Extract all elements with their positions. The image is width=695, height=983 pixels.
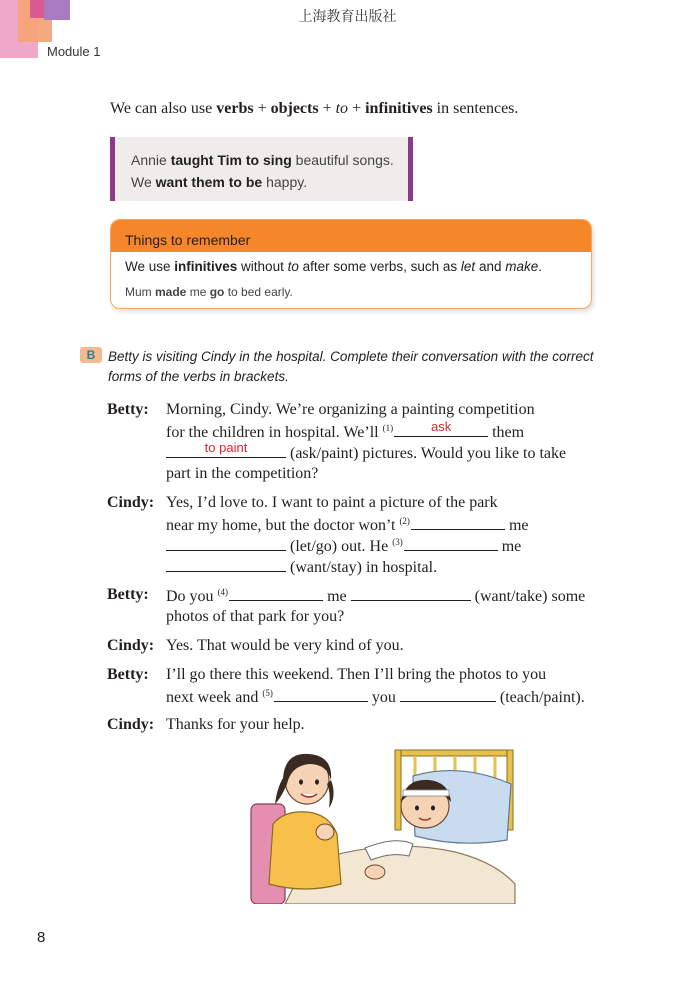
dialogue-line: photos of that park for you? [166, 608, 345, 625]
example-box [110, 137, 413, 201]
dialogue-line: (want/stay) in hospital. [166, 557, 437, 577]
speaker-betty: Betty: [107, 401, 149, 418]
dialogue-line: Thanks for your help. [166, 716, 305, 733]
exercise-badge: B [80, 347, 102, 363]
dialogue-line: Yes. That would be very kind of you. [166, 637, 404, 654]
dialogue-line: near my home, but the doctor won’t $^{(2)}$ me [166, 515, 529, 534]
answer-blank-1[interactable] [394, 419, 488, 437]
remember-title: Things to remember [111, 220, 591, 252]
answer-blank-2b[interactable] [166, 536, 286, 551]
answer-blank-3b[interactable] [166, 557, 286, 572]
speaker-betty: Betty: [107, 666, 149, 683]
dialogue-line: Yes, I’d love to. I want to paint a picture of the park [166, 494, 498, 511]
example-line: Annie taught Tim to sing beautiful songs. [131, 152, 394, 168]
answer-blank-5b[interactable] [400, 687, 496, 702]
answer-blank-1b[interactable] [166, 440, 286, 458]
exercise-instruction: Betty is visiting Cindy in the hospital. Complete their conversation with the correct forms of the verbs in brackets. [108, 349, 594, 384]
answer-blank-2[interactable] [411, 515, 505, 530]
page-number: 8 [37, 929, 46, 946]
answer-blank-5[interactable] [274, 687, 368, 702]
answer-blank-3[interactable] [404, 536, 498, 551]
speaker-cindy: Cindy: [107, 637, 155, 654]
module-label: Module 1 [47, 44, 101, 59]
answer-2: to paint [204, 440, 248, 455]
dialogue-line: Do you $^{(4)}$ me (want/take) some [166, 586, 586, 605]
dialogue-line: (let/go) out. He $^{(3)}$ me [166, 536, 521, 556]
answer-1: ask [430, 419, 452, 434]
hospital-visit-illustration [245, 744, 520, 904]
dialogue-line: to paint (ask/paint) pictures. Would you like to take [166, 443, 566, 463]
publisher-header: 上海教育出版社 [298, 9, 397, 25]
things-to-remember-box [110, 219, 592, 309]
dialogue-line: next week and $^{(5)}$ you (teach/paint). [166, 687, 585, 706]
dialogue-line: for the children in hospital. We’ll $^{(1)}$ ask them [166, 419, 525, 441]
speaker-cindy: Cindy: [107, 716, 155, 733]
answer-blank-4[interactable] [229, 586, 323, 601]
speaker-cindy: Cindy: [107, 494, 155, 511]
dialogue-line: Morning, Cindy. We’re organizing a painting competition [166, 401, 535, 418]
dialogue-line: I’ll go there this weekend. Then I’ll bring the photos to you [166, 666, 547, 683]
remember-example: Mum made me go to bed early. [125, 285, 293, 299]
example-line: We want them to be happy. [131, 174, 308, 190]
speaker-betty: Betty: [107, 586, 149, 603]
grammar-intro: We can also use verbs + objects + to + infinitives in sentences. [110, 100, 519, 117]
remember-rule: We use infinitives without to after some verbs, such as let and make. [125, 259, 542, 274]
dialogue-line: part in the competition? [166, 465, 319, 482]
answer-blank-4b[interactable] [351, 586, 471, 601]
